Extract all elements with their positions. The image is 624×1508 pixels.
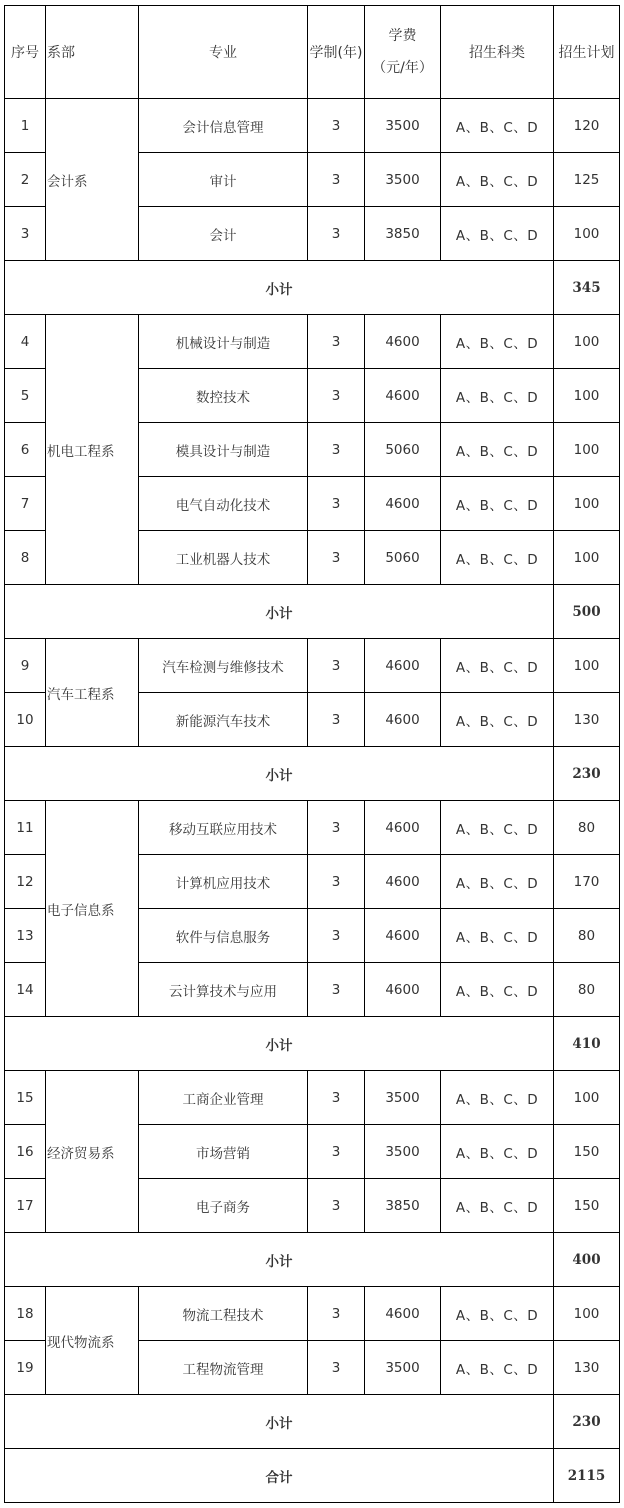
years-cell: 3	[308, 153, 365, 207]
fee-cell: 4600	[365, 693, 441, 747]
plan-cell: 80	[554, 801, 620, 855]
years-cell: 3	[308, 909, 365, 963]
category-cell: A、B、C、D	[441, 801, 554, 855]
category-cell: A、B、C、D	[441, 153, 554, 207]
years-cell: 3	[308, 531, 365, 585]
plan-cell: 100	[554, 477, 620, 531]
header-major: 专业	[139, 6, 308, 99]
plan-cell: 80	[554, 909, 620, 963]
years-cell: 3	[308, 1071, 365, 1125]
plan-cell: 100	[554, 1287, 620, 1341]
row-no: 2	[5, 153, 46, 207]
years-cell: 3	[308, 369, 365, 423]
major-cell: 电气自动化技术	[139, 477, 308, 531]
subtotal-value: 230	[554, 1395, 620, 1449]
plan-cell: 100	[554, 639, 620, 693]
years-cell: 3	[308, 99, 365, 153]
fee-cell: 3500	[365, 1071, 441, 1125]
fee-cell: 4600	[365, 801, 441, 855]
category-cell: A、B、C、D	[441, 369, 554, 423]
category-cell: A、B、C、D	[441, 99, 554, 153]
major-cell: 工程物流管理	[139, 1341, 308, 1395]
plan-cell: 80	[554, 963, 620, 1017]
category-cell: A、B、C、D	[441, 909, 554, 963]
years-cell: 3	[308, 315, 365, 369]
row-no: 3	[5, 207, 46, 261]
subtotal-label: 小计	[5, 1395, 554, 1449]
major-cell: 工业机器人技术	[139, 531, 308, 585]
fee-cell: 3850	[365, 207, 441, 261]
total-row	[5, 1449, 620, 1503]
plan-cell: 100	[554, 423, 620, 477]
fee-cell: 4600	[365, 909, 441, 963]
row-no: 8	[5, 531, 46, 585]
major-cell: 工商企业管理	[139, 1071, 308, 1125]
fee-cell: 4600	[365, 477, 441, 531]
subtotal-value: 400	[554, 1233, 620, 1287]
plan-cell: 100	[554, 315, 620, 369]
header-row	[5, 6, 620, 99]
subtotal-label: 小计	[5, 747, 554, 801]
row-no: 10	[5, 693, 46, 747]
header-fee-line1: 学费	[388, 28, 417, 44]
department-cell: 经济贸易系	[46, 1071, 139, 1233]
category-cell: A、B、C、D	[441, 1125, 554, 1179]
fee-cell: 5060	[365, 531, 441, 585]
years-cell: 3	[308, 1179, 365, 1233]
row-no: 14	[5, 963, 46, 1017]
plan-cell: 170	[554, 855, 620, 909]
category-cell: A、B、C、D	[441, 855, 554, 909]
category-cell: A、B、C、D	[441, 963, 554, 1017]
category-cell: A、B、C、D	[441, 315, 554, 369]
header-fee-line2: （元/年）	[372, 60, 433, 76]
plan-cell: 125	[554, 153, 620, 207]
department-cell: 会计系	[46, 99, 139, 261]
major-cell: 计算机应用技术	[139, 855, 308, 909]
category-cell: A、B、C、D	[441, 1071, 554, 1125]
years-cell: 3	[308, 423, 365, 477]
subtotal-row	[5, 261, 620, 315]
header-years: 学制(年)	[308, 6, 365, 99]
fee-cell: 3500	[365, 99, 441, 153]
fee-cell: 4600	[365, 369, 441, 423]
subtotal-label: 小计	[5, 585, 554, 639]
major-cell: 审计	[139, 153, 308, 207]
years-cell: 3	[308, 1125, 365, 1179]
header-category: 招生科类	[441, 6, 554, 99]
fee-cell: 3500	[365, 1341, 441, 1395]
row-no: 1	[5, 99, 46, 153]
total-value: 2115	[554, 1449, 620, 1503]
fee-cell: 4600	[365, 855, 441, 909]
row-no: 6	[5, 423, 46, 477]
row-no: 16	[5, 1125, 46, 1179]
row-no: 13	[5, 909, 46, 963]
row-no: 15	[5, 1071, 46, 1125]
major-cell: 软件与信息服务	[139, 909, 308, 963]
plan-cell: 100	[554, 207, 620, 261]
plan-cell: 130	[554, 1341, 620, 1395]
department-cell: 现代物流系	[46, 1287, 139, 1395]
category-cell: A、B、C、D	[441, 639, 554, 693]
subtotal-row	[5, 1017, 620, 1071]
subtotal-label: 小计	[5, 1233, 554, 1287]
fee-cell: 3850	[365, 1179, 441, 1233]
plan-cell: 150	[554, 1179, 620, 1233]
header-no: 序号	[5, 6, 46, 99]
subtotal-row	[5, 1233, 620, 1287]
major-cell: 新能源汽车技术	[139, 693, 308, 747]
subtotal-value: 410	[554, 1017, 620, 1071]
subtotal-row	[5, 1395, 620, 1449]
row-no: 12	[5, 855, 46, 909]
years-cell: 3	[308, 963, 365, 1017]
years-cell: 3	[308, 693, 365, 747]
years-cell: 3	[308, 477, 365, 531]
department-cell: 电子信息系	[46, 801, 139, 1017]
subtotal-label: 小计	[5, 1017, 554, 1071]
major-cell: 电子商务	[139, 1179, 308, 1233]
header-department: 系部	[46, 6, 139, 99]
fee-cell: 4600	[365, 315, 441, 369]
major-cell: 汽车检测与维修技术	[139, 639, 308, 693]
fee-cell: 4600	[365, 1287, 441, 1341]
major-cell: 会计	[139, 207, 308, 261]
subtotal-value: 500	[554, 585, 620, 639]
total-label: 合计	[5, 1449, 554, 1503]
category-cell: A、B、C、D	[441, 531, 554, 585]
table-row	[5, 639, 620, 693]
plan-cell: 120	[554, 99, 620, 153]
table-row	[5, 315, 620, 369]
plan-cell: 100	[554, 1071, 620, 1125]
subtotal-value: 230	[554, 747, 620, 801]
plan-cell: 150	[554, 1125, 620, 1179]
major-cell: 模具设计与制造	[139, 423, 308, 477]
fee-cell: 3500	[365, 153, 441, 207]
fee-cell: 5060	[365, 423, 441, 477]
row-no: 17	[5, 1179, 46, 1233]
major-cell: 数控技术	[139, 369, 308, 423]
years-cell: 3	[308, 801, 365, 855]
major-cell: 物流工程技术	[139, 1287, 308, 1341]
major-cell: 云计算技术与应用	[139, 963, 308, 1017]
category-cell: A、B、C、D	[441, 207, 554, 261]
table-body	[5, 6, 620, 1503]
header-plan: 招生计划	[554, 6, 620, 99]
years-cell: 3	[308, 1341, 365, 1395]
plan-cell: 100	[554, 531, 620, 585]
major-cell: 市场营销	[139, 1125, 308, 1179]
category-cell: A、B、C、D	[441, 1287, 554, 1341]
category-cell: A、B、C、D	[441, 1179, 554, 1233]
major-cell: 机械设计与制造	[139, 315, 308, 369]
row-no: 4	[5, 315, 46, 369]
category-cell: A、B、C、D	[441, 1341, 554, 1395]
plan-cell: 100	[554, 369, 620, 423]
row-no: 11	[5, 801, 46, 855]
table-row	[5, 801, 620, 855]
row-no: 7	[5, 477, 46, 531]
row-no: 9	[5, 639, 46, 693]
fee-cell: 4600	[365, 639, 441, 693]
enrollment-plan-table	[4, 5, 620, 1503]
category-cell: A、B、C、D	[441, 693, 554, 747]
category-cell: A、B、C、D	[441, 477, 554, 531]
years-cell: 3	[308, 639, 365, 693]
row-no: 18	[5, 1287, 46, 1341]
plan-cell: 130	[554, 693, 620, 747]
table-row	[5, 1287, 620, 1341]
years-cell: 3	[308, 207, 365, 261]
major-cell: 会计信息管理	[139, 99, 308, 153]
row-no: 19	[5, 1341, 46, 1395]
years-cell: 3	[308, 855, 365, 909]
fee-cell: 4600	[365, 963, 441, 1017]
major-cell: 移动互联应用技术	[139, 801, 308, 855]
department-cell: 机电工程系	[46, 315, 139, 585]
subtotal-row	[5, 585, 620, 639]
category-cell: A、B、C、D	[441, 423, 554, 477]
subtotal-value: 345	[554, 261, 620, 315]
fee-cell: 3500	[365, 1125, 441, 1179]
subtotal-label: 小计	[5, 261, 554, 315]
subtotal-row	[5, 747, 620, 801]
years-cell: 3	[308, 1287, 365, 1341]
table-row	[5, 1071, 620, 1125]
department-cell: 汽车工程系	[46, 639, 139, 747]
row-no: 5	[5, 369, 46, 423]
header-fee	[365, 6, 441, 99]
table-row	[5, 99, 620, 153]
